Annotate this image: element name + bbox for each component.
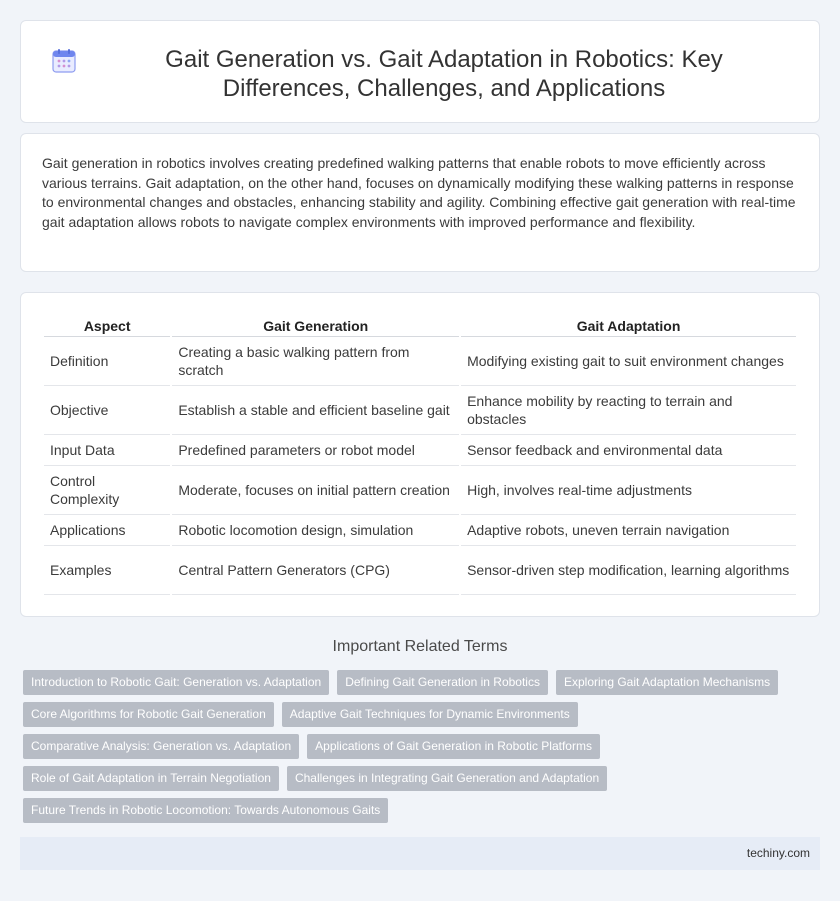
- comparison-table: [42, 315, 798, 595]
- intro-card: [20, 133, 820, 272]
- cell-adaptation: High, involves real-time adjustments: [461, 466, 796, 515]
- related-tag[interactable]: Role of Gait Adaptation in Terrain Negotiation: [23, 766, 279, 791]
- related-terms-heading: Important Related Terms: [332, 638, 508, 655]
- cell-generation: Predefined parameters or robot model: [172, 435, 459, 466]
- header-gait-adaptation: Gait Adaptation: [461, 315, 796, 337]
- related-tag[interactable]: Exploring Gait Adaptation Mechanisms: [556, 670, 778, 695]
- header-gait-generation: Gait Generation: [172, 315, 459, 337]
- related-tag[interactable]: Challenges in Integrating Gait Generation and Adaptation: [287, 766, 607, 791]
- page-title: Gait Generation vs. Gait Adaptation in Robotics: Key Differences, Challenges, and Applications: [165, 46, 723, 102]
- cell-generation: Creating a basic walking pattern from scratch: [172, 337, 459, 386]
- calendar-icon: [51, 48, 77, 74]
- related-tag[interactable]: Introduction to Robotic Gait: Generation vs. Adaptation: [23, 670, 329, 695]
- cell-adaptation: Enhance mobility by reacting to terrain and obstacles: [461, 386, 796, 435]
- cell-adaptation: Sensor-driven step modification, learning algorithms: [461, 546, 796, 595]
- related-tag[interactable]: Future Trends in Robotic Locomotion: Towards Autonomous Gaits: [23, 798, 388, 823]
- table-row: [44, 386, 796, 435]
- title-card: [20, 20, 820, 123]
- tag-row: [23, 766, 813, 791]
- table-row: [44, 466, 796, 515]
- cell-generation: Establish a stable and efficient baseline gait: [172, 386, 459, 435]
- cell-generation: Moderate, focuses on initial pattern creation: [172, 466, 459, 515]
- footer: [20, 837, 820, 870]
- cell-generation: Robotic locomotion design, simulation: [172, 515, 459, 546]
- table-row: [44, 337, 796, 386]
- cell-aspect: Control Complexity: [44, 466, 170, 515]
- table-row: [44, 435, 796, 466]
- cell-adaptation: Adaptive robots, uneven terrain navigation: [461, 515, 796, 546]
- cell-aspect: Applications: [44, 515, 170, 546]
- related-tag[interactable]: Core Algorithms for Robotic Gait Generation: [23, 702, 274, 727]
- cell-aspect: Objective: [44, 386, 170, 435]
- table-row: [44, 515, 796, 546]
- tag-row: [23, 670, 813, 695]
- table-row: [44, 546, 796, 595]
- tag-row: [23, 734, 813, 759]
- related-tag[interactable]: Adaptive Gait Techniques for Dynamic Environments: [282, 702, 578, 727]
- cell-aspect: Definition: [44, 337, 170, 386]
- related-tag[interactable]: Applications of Gait Generation in Robotic Platforms: [307, 734, 600, 759]
- intro-paragraph: Gait generation in robotics involves creating predefined walking patterns that enable robots to move efficiently across various terrains. Gait adaptation, on the other hand, focuses on dynamically modifying these walking patterns in response to environmental changes and obstacles, enhancing stability and agility. Combining effective gait generation with real-time gait adaptation allows robots to navigate complex environments with improved performance and flexibility.: [42, 155, 796, 230]
- cell-adaptation: Sensor feedback and environmental data: [461, 435, 796, 466]
- cell-generation: Central Pattern Generators (CPG): [172, 546, 459, 595]
- tag-row: [23, 798, 813, 823]
- related-tag[interactable]: Comparative Analysis: Generation vs. Adaptation: [23, 734, 299, 759]
- comparison-card: [20, 292, 820, 617]
- cell-aspect: Examples: [44, 546, 170, 595]
- tag-row: [23, 702, 813, 727]
- related-tag[interactable]: Defining Gait Generation in Robotics: [337, 670, 548, 695]
- related-terms-list: [23, 670, 813, 830]
- cell-adaptation: Modifying existing gait to suit environment changes: [461, 337, 796, 386]
- header-aspect: Aspect: [44, 315, 170, 337]
- table-header-row: [44, 315, 796, 337]
- cell-aspect: Input Data: [44, 435, 170, 466]
- footer-site-link[interactable]: techiny.com: [746, 846, 810, 860]
